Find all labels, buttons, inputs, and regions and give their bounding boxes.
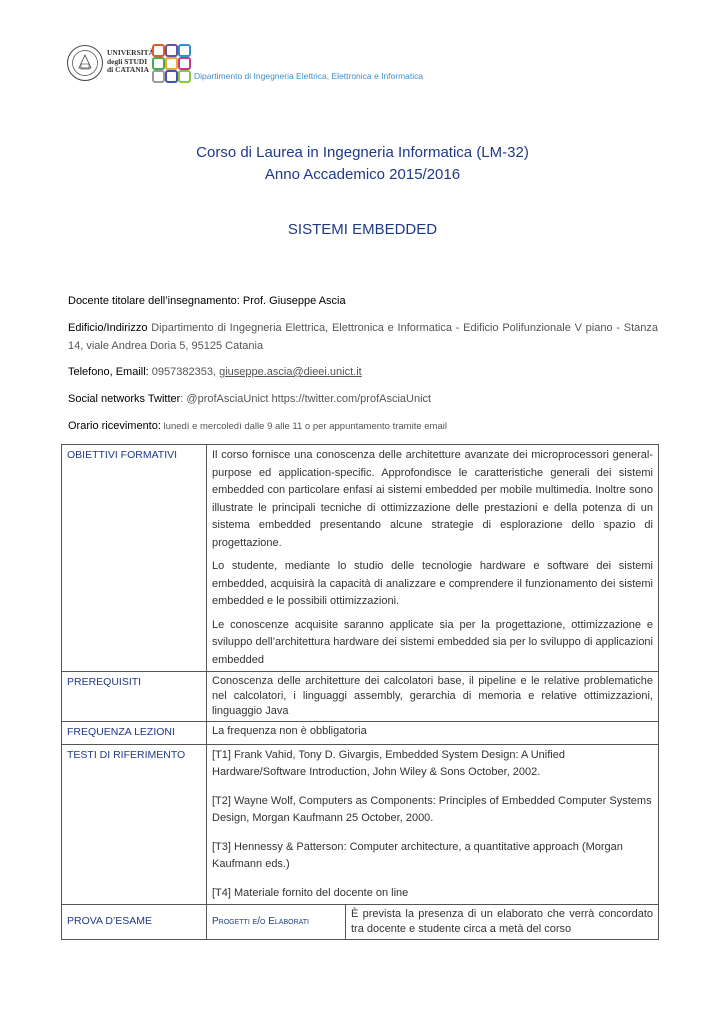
edificio-value: Dipartimento di Ingegneria Elettrica, Elettronica e Informatica - Edificio Polifunzionale V piano - Stanza 14, viale Andrea Doria 5, 95125 Catania [68, 322, 658, 352]
reference-item: [T1] Frank Vahid, Tony D. Givargis, Embedded System Design: A Unified Hardware/Software Introduction, John Wiley & Sons October, 2002. [212, 748, 565, 778]
telefono-value: 0957382353, [148, 366, 220, 378]
social-value: : @profAsciaUnict https://twitter.com/profAsciaUnict [180, 393, 432, 405]
logo-square [179, 45, 190, 56]
frequenza-text: La frequenza non è obbligatoria [207, 722, 659, 745]
social-line [68, 390, 658, 408]
subject-title: SISTEMI EMBEDDED [287, 221, 438, 238]
prova-type [207, 905, 346, 939]
obiettivi-label: OBIETTIVI FORMATIVI [62, 445, 207, 672]
docente-label: Docente titolare dell’insegnamento: Prof. Giuseppe Ascia [68, 295, 346, 307]
reference-item: [T3] Hennessy & Patterson: Computer architecture, a quantitative approach (Morgan Kaufmann eds.) [212, 840, 623, 870]
edificio-label: Edificio/Indirizzo [68, 322, 148, 334]
telefono-line [68, 363, 658, 381]
obiettivi-paragraph: Il corso fornisce una conoscenza delle architetture avanzate dei microprocessori general-purpose ed application-specific. Approfondisce le caratteristiche generali dei sistemi embedded con particolare enfasi ai sistemi embedded per mobile multimedia. Inoltre sono illustrate le principali tecniche di ottimizzazione delle prestazioni e della potenza di un sistema embedded presentando alcune strategie di esplorazione dello spazio di progettazione. [212, 449, 653, 549]
reference-item: [T4] Materiale fornito del docente on line [212, 886, 409, 899]
department-name: Dipartimento di Ingegneria Elettrica, Elettronica e Informatica [194, 71, 424, 81]
logo-square [153, 45, 164, 56]
course-info-table [61, 444, 659, 940]
email-link[interactable]: giuseppe.ascia@dieei.unict.it [219, 366, 362, 378]
logo-square [153, 71, 164, 82]
course-title: Corso di Laurea in Ingegneria Informatica (LM-32) [196, 144, 529, 161]
table-row [62, 744, 659, 905]
prova-text: È prevista la presenza di un elaborato che verrà concordato tra docente e studente circa a metà del corso [351, 908, 653, 935]
department-logo-icon [152, 44, 192, 84]
obiettivi-paragraph: Le conoscenze acquisite saranno applicate sia per la progettazione, ottimizzazione e sviluppo dell’architettura hardware dei sistemi embedded sia per lo sviluppo di applicazioni embedded [212, 618, 653, 666]
logo-square [179, 71, 190, 82]
prova-label: PROVA D’ESAME [62, 905, 207, 940]
telefono-label: Telefono, Emaill: [68, 366, 149, 378]
orario-value: lunedì e mercoledì dalle 9 alle 11 o per appuntamento tramite email [160, 421, 447, 432]
obiettivi-paragraph: Lo studente, mediante lo studio delle tecnologie hardware e software dei sistemi embedded, acquisirà la capacità di analizzare e comprendere il funzionamento dei sistemi embedded e le possibili ottimizzazioni. [212, 560, 653, 607]
prova-content [207, 905, 659, 940]
logo-square [179, 58, 190, 69]
testi-label: TESTI DI RIFERIMENTO [62, 744, 207, 905]
table-row [62, 445, 659, 672]
orario-line [68, 417, 658, 436]
prerequisiti-label: PREREQUISITI [62, 672, 207, 722]
table-row [62, 672, 659, 722]
table-row [62, 722, 659, 745]
testi-content [207, 744, 659, 905]
table-row [207, 905, 658, 939]
university-name: UNIVERSITÀ degli STUDI di CATANIA [107, 48, 155, 74]
edificio-line [68, 319, 658, 355]
page-header [66, 44, 666, 84]
logo-square [166, 58, 177, 69]
obiettivi-content [207, 445, 659, 672]
prova-inner-table [207, 905, 658, 939]
university-seal-icon [66, 44, 104, 82]
table-row [62, 905, 659, 940]
academic-year: Anno Accademico 2015/2016 [264, 166, 461, 183]
reference-item: [T2] Wayne Wolf, Computers as Components: Principles of Embedded Computer Systems Design, Morgan Kaufmann 25 October, 2000. [212, 794, 652, 824]
logo-square [153, 58, 164, 69]
prerequisiti-text: Conoscenza delle architetture dei calcolatori base, il pipeline e le relative problematiche nel calcolatori, i linguaggi assembly, gerarchia di memoria e relative ottimizzazioni, linguaggio Java [207, 672, 659, 722]
prova-type-text: Progetti e/o Elaborati [212, 916, 309, 928]
frequenza-label: FREQUENZA LEZIONI [62, 722, 207, 745]
orario-label: Orario ricevimento: [68, 420, 161, 432]
docente-line [68, 292, 658, 310]
logo-square [166, 45, 177, 56]
social-label: Social networks Twitter [68, 393, 181, 405]
logo-square [166, 71, 177, 82]
